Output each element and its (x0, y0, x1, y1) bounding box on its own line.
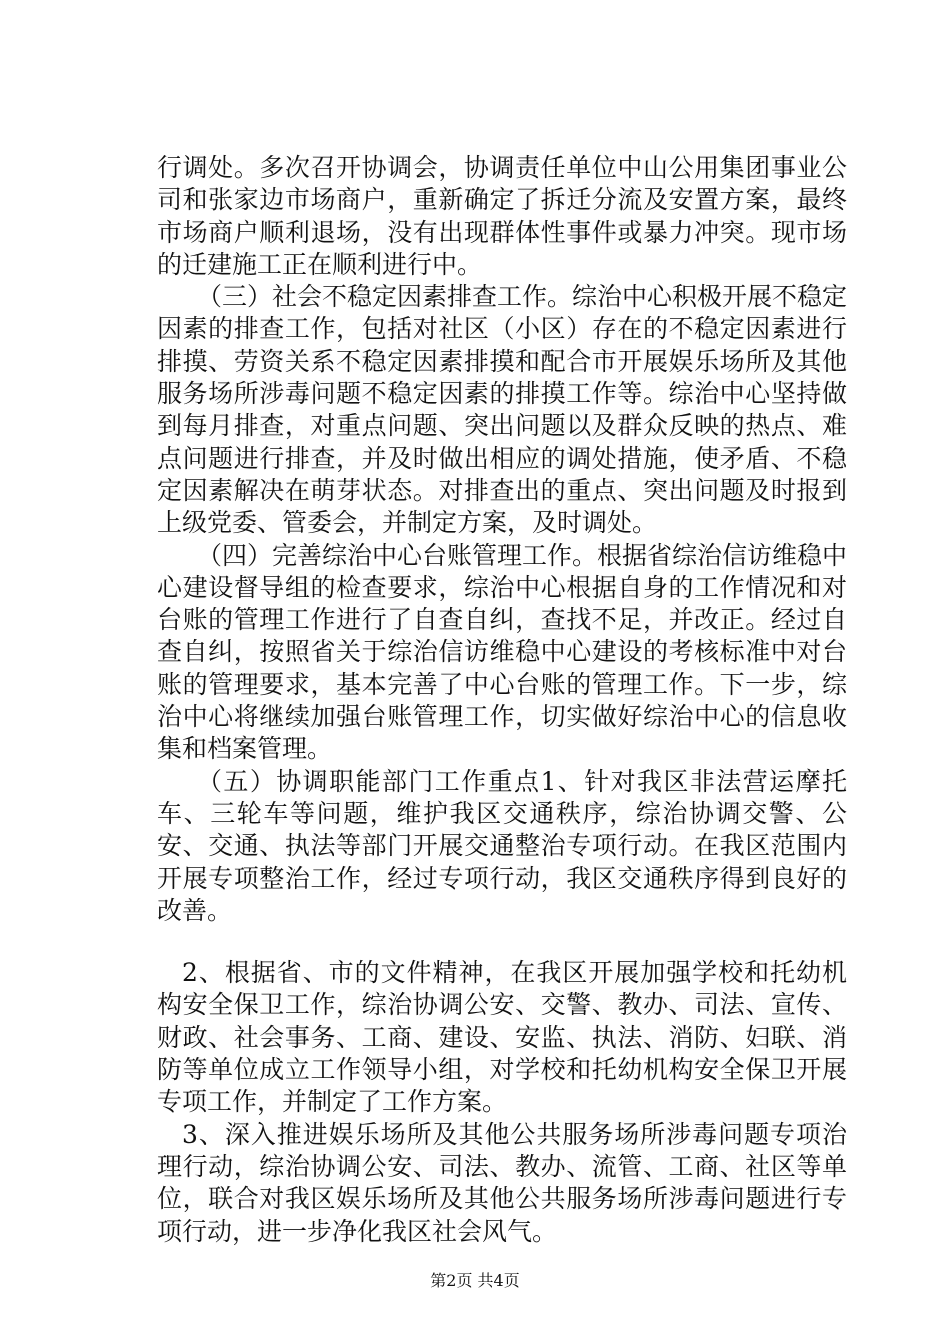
paragraph-section-4: （四）完善综治中心台账管理工作。根据省综治信访维稳中心建设督导组的检查要求，综治中心根据自身的工作情况和对台账的管理工作进行了自查自纠，查找不足，并改正。经过自查自纠，按照省关于综治信访维稳中心建设的考核标准中对台账的管理要求，基本完善了中心台账的管理工作。下一步，综治中心将继续加强台账管理工作，切实做好综治中心的信息收集和档案管理。 (157, 540, 848, 764)
paragraph-section-3: （三）社会不稳定因素排查工作。综治中心积极开展不稳定因素的排查工作，包括对社区（小区）存在的不稳定因素进行排摸、劳资关系不稳定因素排摸和配合市开展娱乐场所及其他服务场所涉毒问题不稳定因素的排摸工作等。综治中心坚持做到每月排查，对重点问题、突出问题以及群众反映的热点、难点问题进行排查，并及时做出相应的调处措施，使矛盾、不稳定因素解决在萌芽状态。对排查出的重点、突出问题及时报到上级党委、管委会，并制定方案，及时调处。 (157, 282, 848, 538)
paragraph-item-3: 3、深入推进娱乐场所及其他公共服务场所涉毒问题专项治理行动，综治协调公安、司法、教办、流管、工商、社区等单位，联合对我区娱乐场所及其他公共服务场所涉毒问题进行专项行动，进一步净化我区社会风气。 (157, 1119, 847, 1246)
document-body (157, 152, 847, 1248)
paragraph-continuation: 行调处。多次召开协调会，协调责任单位中山公用集团事业公司和张家边市场商户，重新确定了拆迁分流及安置方案，最终市场商户顺利退场，没有出现群体性事件或暴力冲突。现市场的迁建施工正在顺利进行中。 (157, 153, 847, 279)
page-number-footer: 第2页 共4页 (430, 1271, 520, 1290)
paragraph-section-5: （五）协调职能部门工作重点1、针对我区非法营运摩托车、三轮车等问题，维护我区交通秩序，综治协调交警、公安、交通、执法等部门开展交通整治专项行动。在我区范围内开展专项整治工作，经过专项行动，我区交通秩序得到良好的改善。 (157, 766, 847, 925)
paragraph-item-2: 2、根据省、市的文件精神，在我区开展加强学校和托幼机构安全保卫工作，综治协调公安、交警、教办、司法、宣传、财政、社会事务、工商、建设、安监、执法、消防、妇联、消防等单位成立工作领导小组，对学校和托幼机构安全保卫开展专项工作，并制定了工作方案。 (157, 958, 847, 1117)
